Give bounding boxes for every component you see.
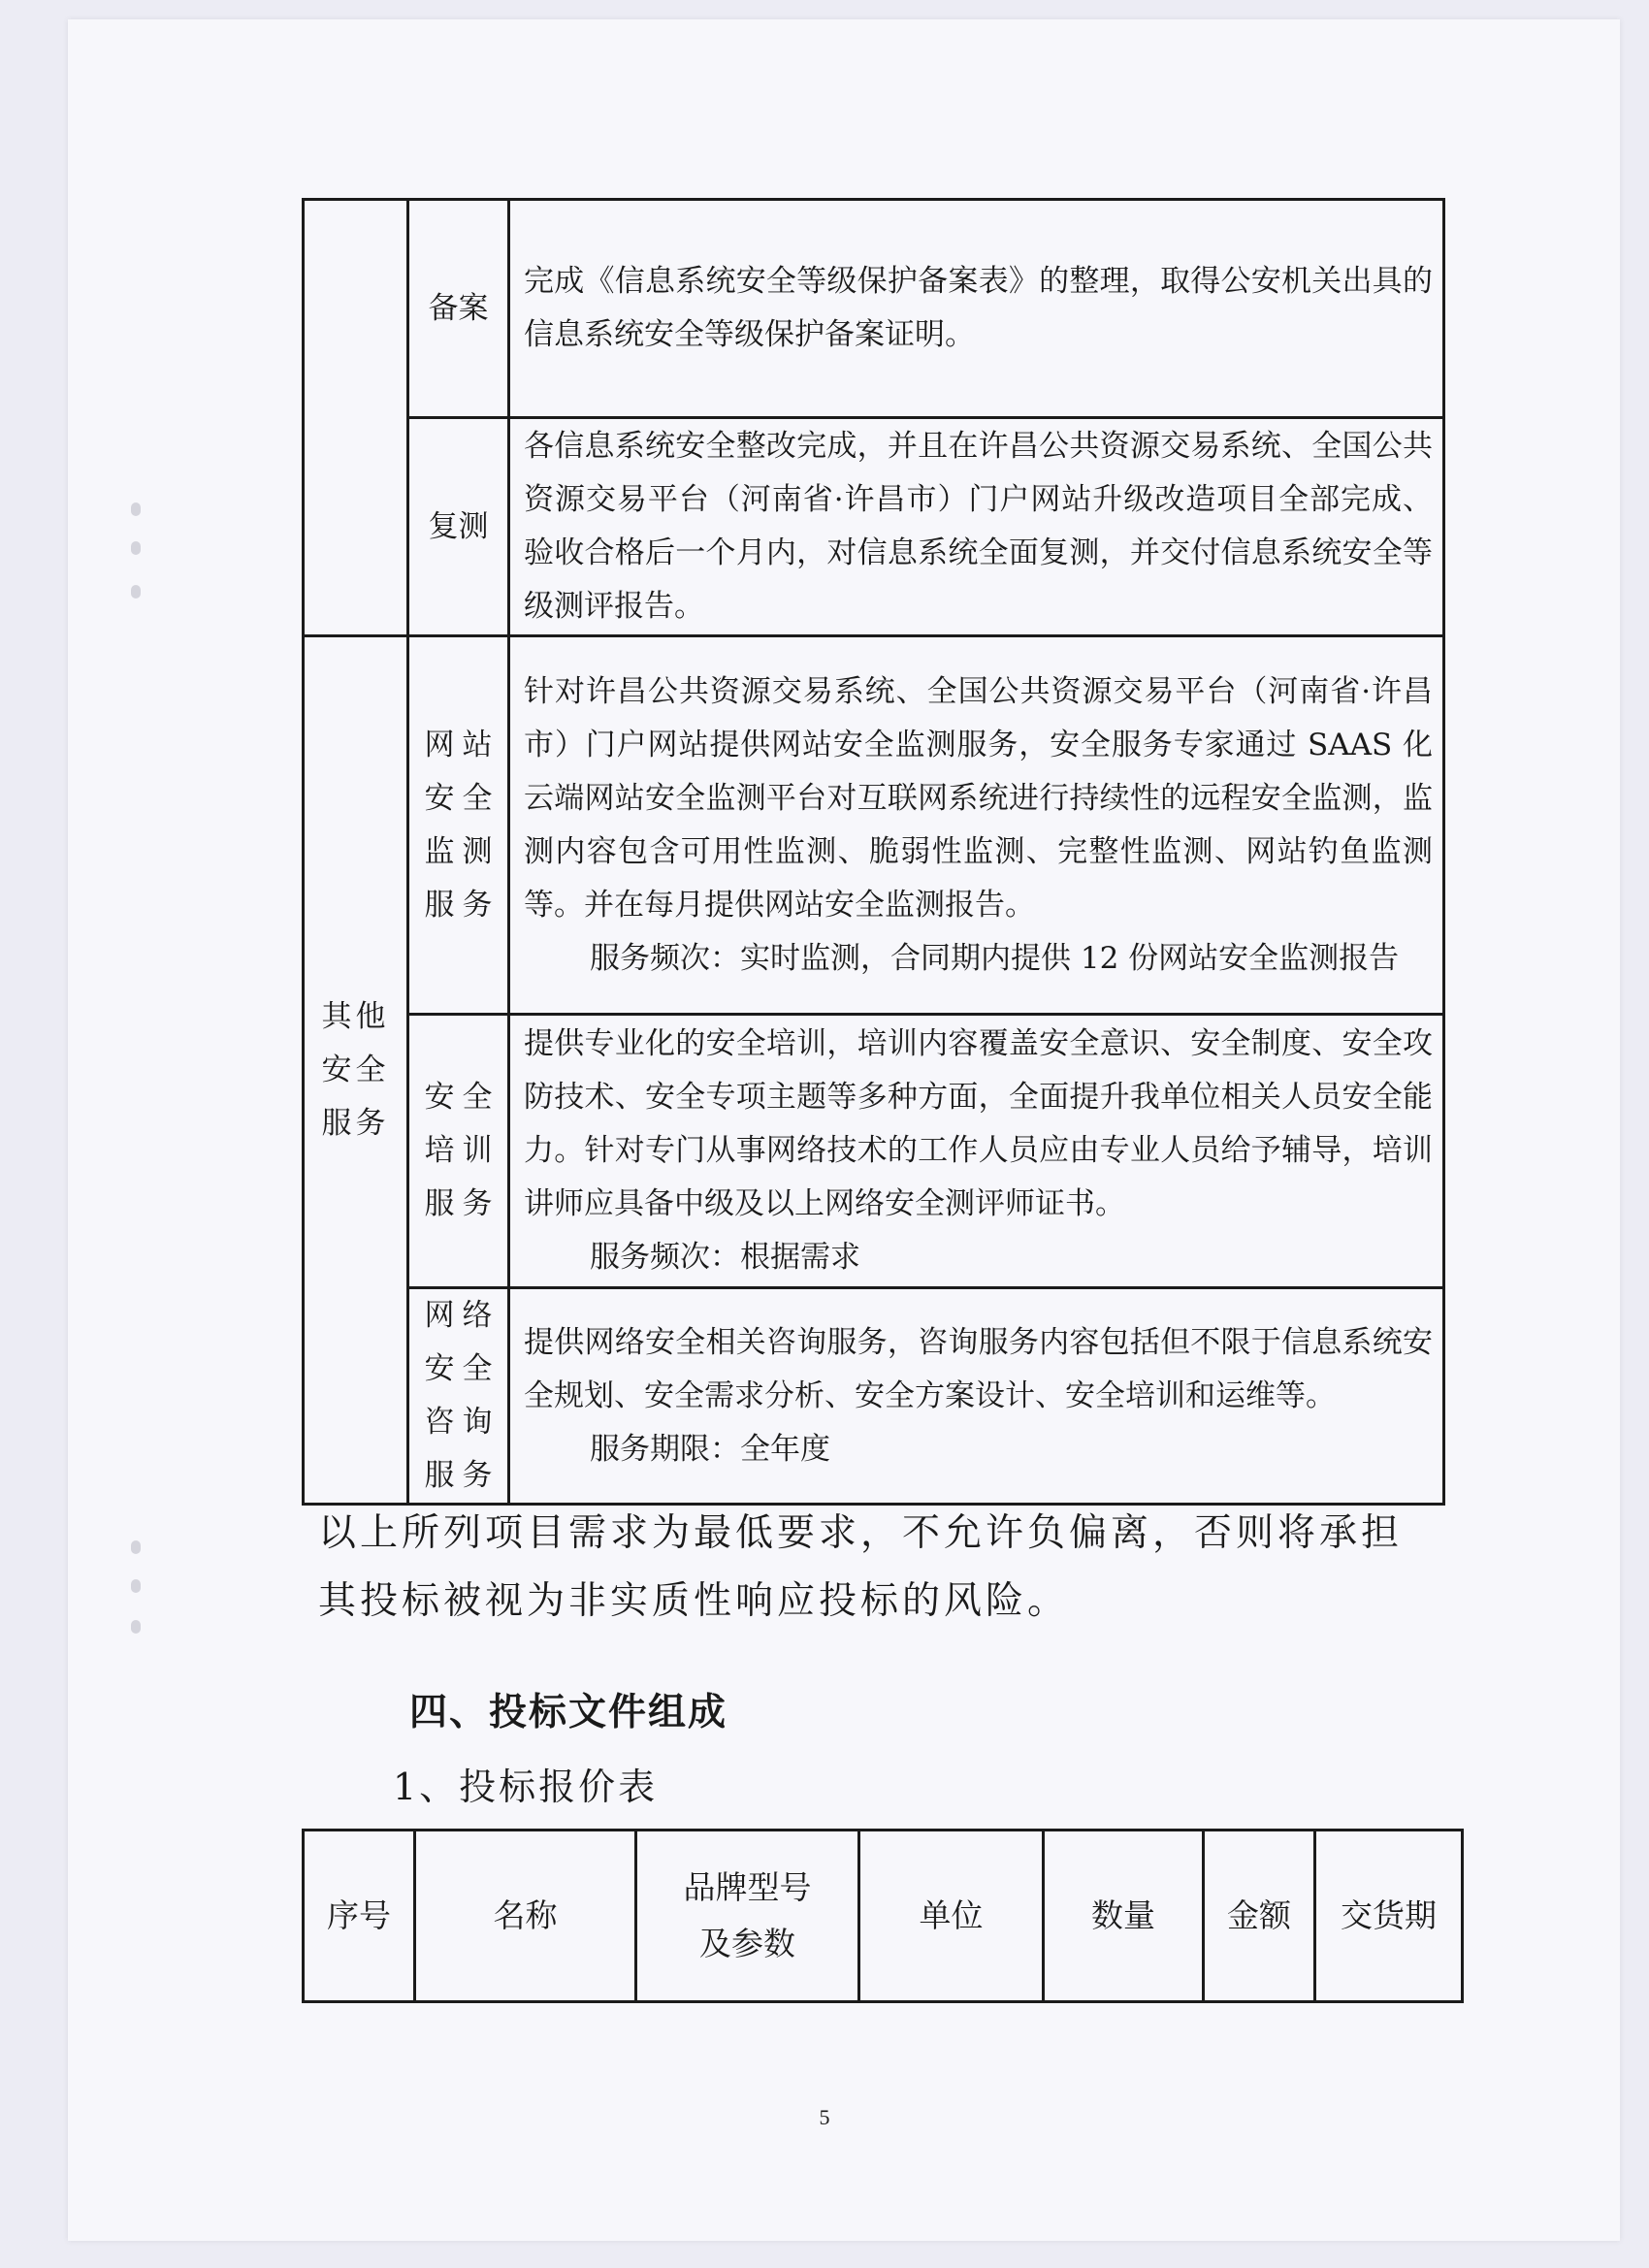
subitem-label: 网站安全监测服务 [424,727,493,923]
column-header: 名称 [415,1831,636,2002]
subitem-cell [408,636,509,1015]
description-text: 完成《信息系统安全等级保护备案表》的整理，取得公安机关出具的信息系统安全等级保护备案证明。 [524,264,1433,352]
column-header: 数量 [1044,1831,1204,2002]
section-heading: 四、投标文件组成 [409,1690,728,1734]
table-row [304,636,1444,1015]
table-row [304,1288,1444,1505]
column-header: 单位 [859,1831,1044,2002]
description-cell [509,418,1444,636]
service-frequency: 服务频次：实时监测，合同期内提供 12 份网站安全监测报告 [590,940,1400,976]
table-row [304,418,1444,636]
description-cell [509,200,1444,418]
subitem-cell: 备案 [408,200,509,418]
page-number: 5 [819,2105,830,2129]
subsection-heading: 1、投标报价表 [393,1766,659,1808]
description-cell [509,1288,1444,1505]
requirements-table [302,198,1445,1506]
category-cell [304,636,408,1505]
description-text: 各信息系统安全整改完成，并且在许昌公共资源交易系统、全国公共资源交易平台（河南省·许昌市）门户网站升级改造项目全部完成、验收合格后一个月内，对信息系统全面复测，并交付信息系统安全等级测评报告。 [524,429,1433,624]
quote-table-header-row [304,1831,1463,2002]
quote-table [302,1829,1464,2003]
table-row [304,1015,1444,1288]
service-frequency: 服务频次：根据需求 [590,1240,860,1275]
service-frequency: 服务期限：全年度 [590,1431,830,1467]
column-header: 序号 [304,1831,415,2002]
category-label: 其他安全服务 [321,998,390,1141]
subitem-label: 网络安全咨询服务 [424,1298,493,1493]
column-header-text: 品牌型号及参数 [683,1868,812,1962]
subitem-cell: 复测 [408,418,509,636]
requirement-note: 以上所列项目需求为最低要求，不允许负偏离，否则将承担其投标被视为非实质性响应投标的风险。 [318,1511,1404,1623]
description-text: 针对许昌公共资源交易系统、全国公共资源交易平台（河南省·许昌市）门户网站提供网站安全监测服务，安全服务专家通过 SAAS 化云端网站安全监测平台对互联网系统进行持续性的远程安全监测，监测内容包含可用性监测、脆弱性监测、完整性监测、网站钓鱼监测等。并在每月提供网站安全监测报告。 [524,673,1433,923]
column-header [636,1831,859,2002]
subitem-cell [408,1015,509,1288]
subitem-label: 安全培训服务 [424,1080,493,1221]
subitem-cell [408,1288,509,1505]
column-header: 交货期 [1315,1831,1463,2002]
description-text: 提供专业化的安全培训，培训内容覆盖安全意识、安全制度、安全攻防技术、安全专项主题等多种方面，全面提升我单位相关人员安全能力。针对专门从事网络技术的工作人员应由专业人员给予辅导，培训讲师应具备中级及以上网络安全测评师证书。 [524,1026,1433,1221]
description-cell [509,1015,1444,1288]
category-cell-empty [304,200,408,636]
column-header: 金额 [1204,1831,1315,2002]
description-text: 提供网络安全相关咨询服务，咨询服务内容包括但不限于信息系统安全规划、安全需求分析、安全方案设计、安全培训和运维等。 [524,1324,1433,1413]
description-cell [509,636,1444,1015]
table-row [304,200,1444,418]
